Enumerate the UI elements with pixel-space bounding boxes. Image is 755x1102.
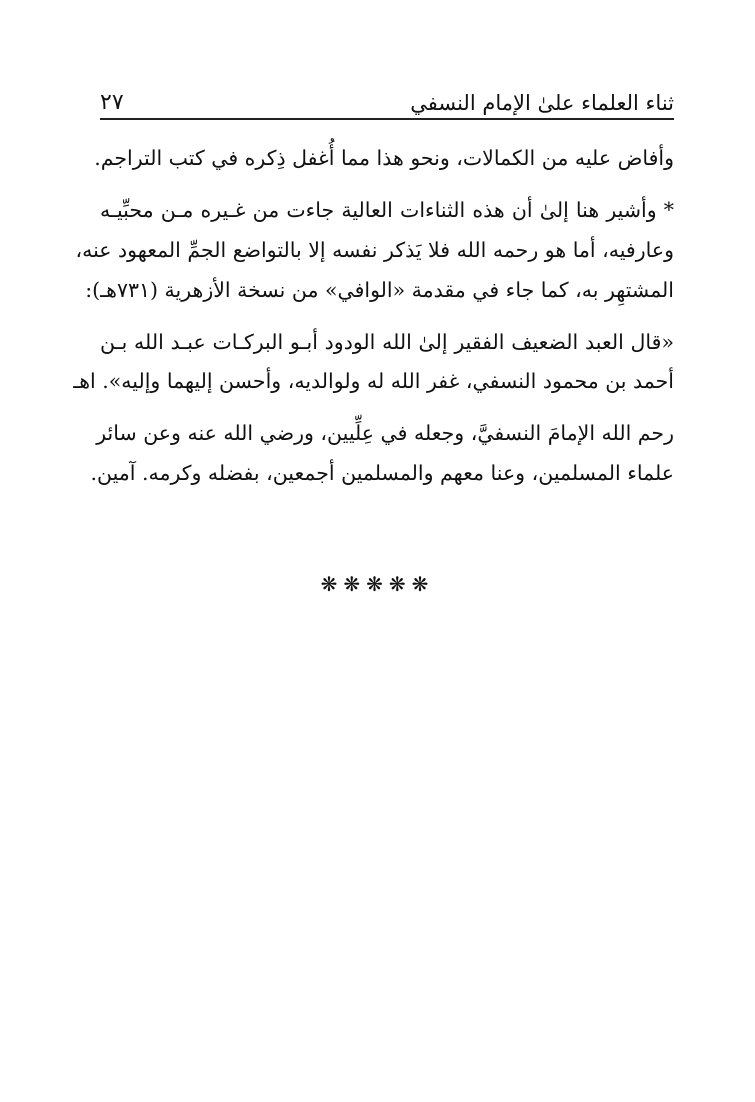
text-line: «قال العبد الضعيف الفقير إلىٰ الله الودود أبـو البركـات عبـد الله بـن	[100, 330, 674, 354]
text-line: المشتهِر به، كما جاء في مقدمة «الوافي» من نسخة الأزهرية (٧٣١هـ):	[85, 278, 674, 302]
text-line: أحمد بن محمود النسفي، غفر الله له ولوالديه، وأحسن إليهما وإليه». اهـ	[73, 369, 674, 393]
running-title: ثناء العلماء علىٰ الإمام النسفي	[410, 91, 674, 115]
page-number: ٢٧	[100, 90, 124, 115]
section-separator: ❋❋❋❋❋	[320, 572, 435, 596]
text-line: رحم الله الإمامَ النسفيَّ، وجعله في عِلِّيين، ورضي الله عنه وعن سائر	[96, 421, 674, 445]
text-line: علماء المسلمين، وعنا معهم والمسلمين أجمعين، بفضله وكرمه. آمين.	[90, 461, 674, 485]
text-line: * وأشير هنا إلىٰ أن هذه الثناءات العالية جاءت من غـيره مـن محبِّيـه	[100, 198, 674, 222]
text-line: وأفاض عليه من الكمالات، ونحو هذا مما أُغفل ذِكره في كتب التراجم.	[94, 146, 674, 170]
text-line: وعارفيه، أما هو رحمه الله فلا يَذكر نفسه إلا بالتواضع الجمِّ المعهود عنه،	[75, 238, 674, 262]
page-header	[100, 78, 674, 120]
